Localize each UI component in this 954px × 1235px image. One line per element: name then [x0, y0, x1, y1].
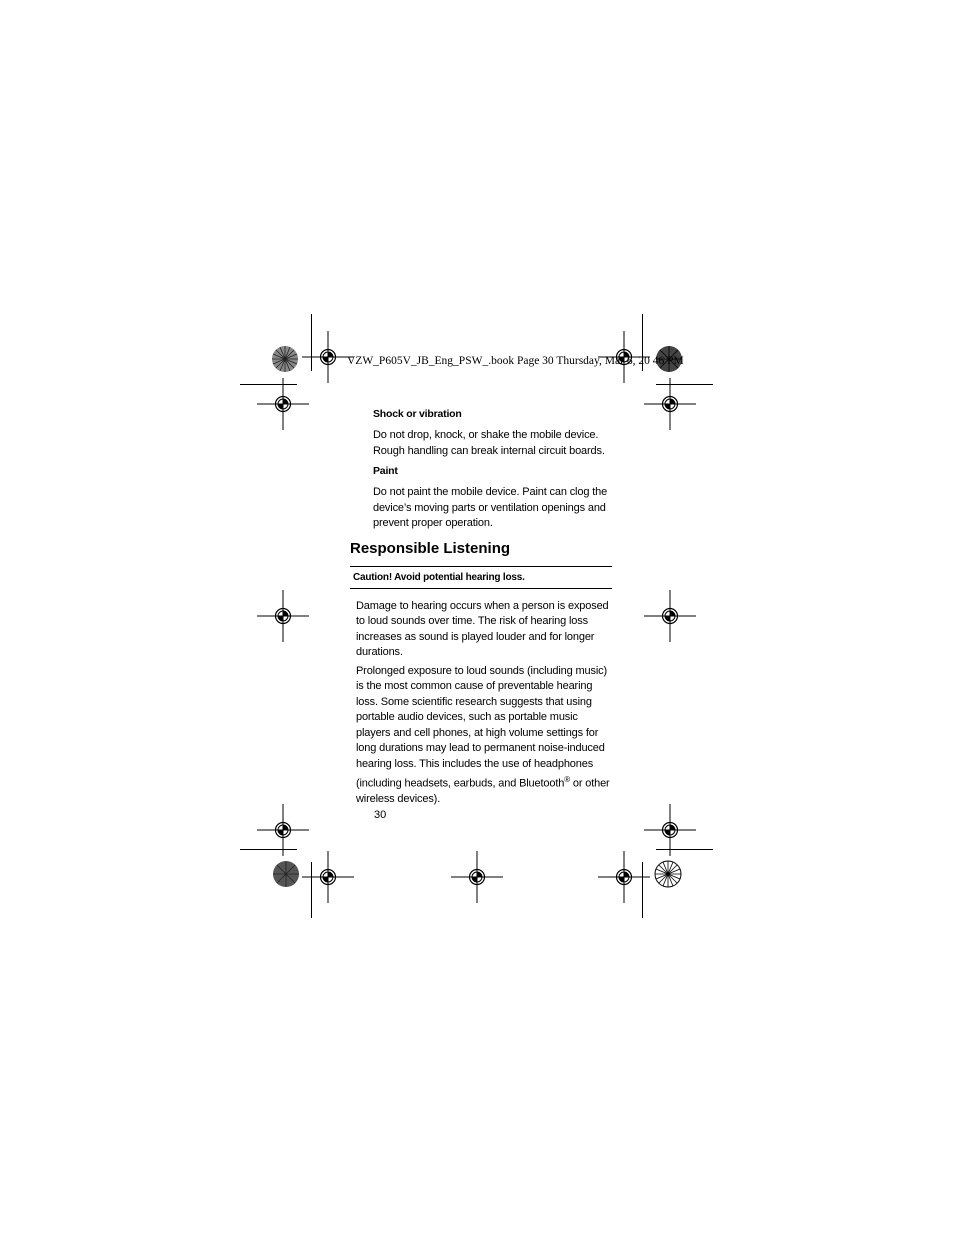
section-title: Responsible Listening: [350, 539, 511, 557]
registration-target-icon: [644, 590, 696, 642]
shock-heading: Shock or vibration: [373, 408, 462, 420]
registration-target-icon: [451, 851, 503, 903]
registration-target-icon: [257, 378, 309, 430]
hearing-paragraph-1: Damage to hearing occurs when a person is exposed to loud sounds over time. The risk of hearing loss increases as sound is played louder and for longer durations.: [356, 599, 609, 658]
registered-mark: ®: [564, 775, 570, 784]
shock-text: Do not drop, knock, or shake the mobile device. Rough handling can break internal circuit boards.: [373, 429, 605, 457]
registration-target-icon: [257, 590, 309, 642]
page-number: 30: [374, 809, 387, 821]
caution-box: [350, 566, 612, 589]
hearing-paragraph-2: [356, 664, 612, 808]
starburst-mark-icon: [654, 860, 682, 888]
hearing-paragraph-2-end: or other wireless devices).: [356, 777, 610, 806]
registration-target-icon: [644, 804, 696, 856]
caution-text: Caution! Avoid potential hearing loss.: [353, 571, 525, 583]
paint-heading: Paint: [373, 465, 398, 477]
starburst-mark-icon: [271, 345, 299, 373]
registration-target-icon: [644, 378, 696, 430]
paint-text: Do not paint the mobile device. Paint can clog the device’s moving parts or ventilation openings and prevent proper operation.: [373, 486, 608, 529]
hearing-paragraph-2-text: Prolonged exposure to loud sounds (including music) is the most common cause of preventable hearing loss. Some scientific research suggests that using portable audio devices, such as portable music players and cell phones, at high volume settings for long durations may lead to permanent noise-induced hearing loss. This includes the use of headphones (including headsets, earbuds, and Bluetooth: [356, 664, 608, 790]
registration-target-icon: [302, 851, 354, 903]
page-content: [350, 408, 612, 808]
registration-target-icon: [257, 804, 309, 856]
book-slug-header: VZW_P605V_JB_Eng_PSW_.book Page 30 Thursday, Mar 6, 20 46 PM: [347, 355, 684, 367]
starburst-mark-icon: [272, 860, 300, 888]
registration-target-icon: [598, 851, 650, 903]
